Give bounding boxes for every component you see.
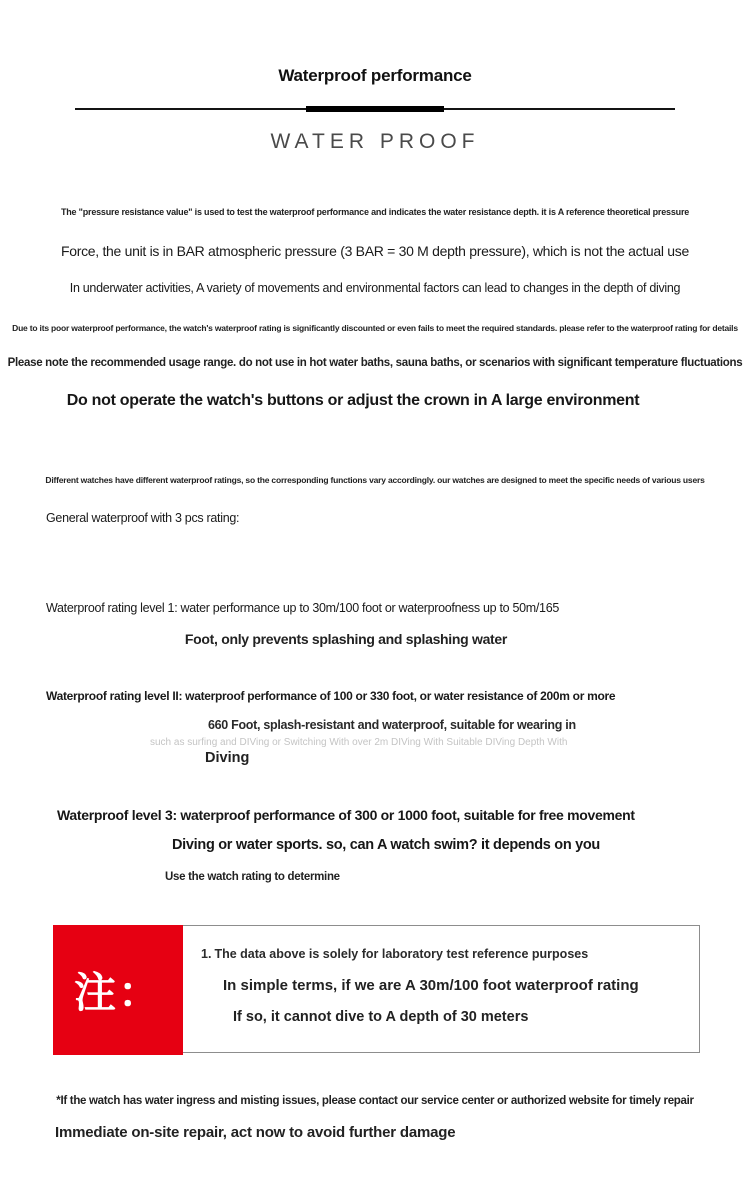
note-item-1 [201, 947, 588, 961]
rating-level2-line1: Waterproof rating level II: waterproof performance of 100 or 330 foot, or water resistance of 200m or more [46, 689, 616, 703]
rating-level1-line1: Waterproof rating level 1: water performance up to 30m/100 foot or waterproofness up to 50m/165 [46, 601, 559, 615]
intro-line-do-not-operate: Do not operate the watch's buttons or adjust the crown in A large environment [66, 392, 640, 409]
intro-line-usage: Please note the recommended usage range. do not use in hot water baths, sauna baths, or scenarios with significant temperature fluctuations [7, 357, 743, 369]
intro-line-underwater: In underwater activities, A variety of movements and environmental factors can lead to changes in the depth of diving [69, 281, 681, 295]
ratings-heading: General waterproof with 3 pcs rating: [46, 511, 240, 525]
rating-level2-line3: Diving [205, 750, 250, 766]
note-item-2: In simple terms, if we are A 30m/100 foot waterproof rating [223, 977, 639, 994]
note-accent-block [53, 925, 183, 1055]
clipped-text-line: such as surfing and DIVing or Switching With over 2m DIVing With Suitable DIVing Depth With [150, 737, 568, 748]
rating-level3-line3: Use the watch rating to determine [165, 871, 340, 883]
rating-level3-line2: Diving or water sports. so, can A watch swim? it depends on you [172, 837, 600, 853]
divider-line [75, 108, 675, 110]
footer-line-1: *If the watch has water ingress and misting issues, please contact our service center or authorized website for timely repair [56, 1095, 694, 1107]
intro-small-note-1: The "pressure resistance value" is used to test the waterproof performance and indicates the water resistance depth. it is A reference theoretical pressure [60, 207, 690, 217]
note-item-3: If so, it cannot dive to A depth of 30 meters [233, 1009, 529, 1025]
rating-level3-line1: Waterproof level 3: waterproof performance of 300 or 1000 foot, suitable for free movement [57, 807, 635, 823]
note-box [53, 925, 700, 1053]
page-subtitle: WATER PROOF [270, 130, 480, 153]
intro-small-note-2: Due to its poor waterproof performance, the watch's waterproof rating is significantly discounted or even fails to meet the required standards. please refer to the waterproof rating for details [12, 323, 738, 333]
rating-level1-line2: Foot, only prevents splashing and splashing water [184, 631, 508, 647]
ratings-small-note: Different watches have different waterproof ratings, so the corresponding functions vary accordingly. our watches are designed to meet the specific needs of various users [45, 475, 705, 485]
page-title: Waterproof performance [278, 66, 472, 85]
rating-level2-line2: 660 Foot, splash-resistant and waterproof, suitable for wearing in [208, 718, 576, 732]
note-accent-label: 注： [73, 968, 162, 1017]
note-item-1-text: The data above is solely for laboratory test reference purposes [214, 947, 589, 961]
divider-thick-segment [306, 106, 444, 112]
note-item-1-number: 1. [201, 947, 212, 961]
footer-line-2: Immediate on-site repair, act now to avoid further damage [55, 1124, 456, 1141]
intro-line-force: Force, the unit is in BAR atmospheric pressure (3 BAR = 30 M depth pressure), which is not the actual use [61, 243, 689, 259]
